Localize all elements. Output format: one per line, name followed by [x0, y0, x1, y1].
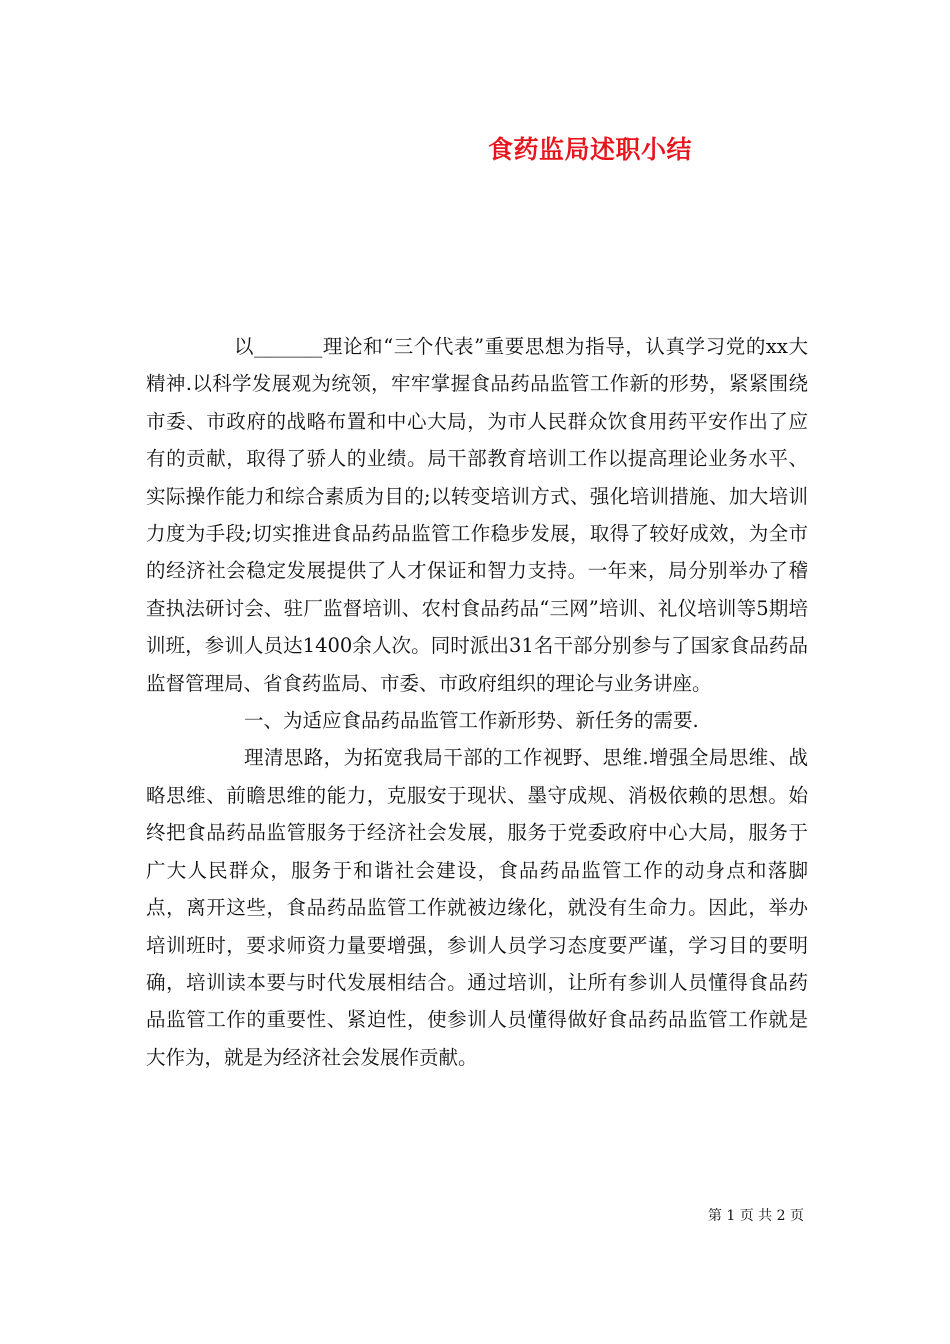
document-title: 食药监局述职小结	[487, 135, 692, 164]
document-body	[146, 328, 808, 1076]
paragraph-intro: 以_______理论和“三个代表”重要思想为指导，认真学习党的xx大精神.以科学发展观为统领，牢牢掌握食品药品监管工作新的形势，紧紧围绕市委、市政府的战略布置和中心大局，为市人民群众饮食用药平安作出了应有的贡献，取得了骄人的业绩。局干部教育培训工作以提高理论业务水平、实际操作能力和综合素质为目的;以转变培训方式、强化培训措施、加大培训力度为手段;切实推进食品药品监管工作稳步发展，取得了较好成效，为全市的经济社会稳定发展提供了人才保证和智力支持。一年来，局分别举办了稽查执法研讨会、驻厂监督培训、农村食品药品“三网”培训、礼仪培训等5期培训班，参训人员达1400余人次。同时派出31名干部分别参与了国家食品药品监督管理局、省食药监局、市委、市政府组织的理论与业务讲座。	[146, 335, 808, 695]
page-number-footer: 第 1 页 共 2 页	[707, 1208, 804, 1224]
section-heading-1: 一、为适应食品药品监管工作新形势、新任务的需要.	[244, 709, 699, 733]
paragraph-section-1: 理清思路，为拓宽我局干部的工作视野、思维.增强全局思维、战略思维、前瞻思维的能力，克服安于现状、墨守成规、消极依赖的思想。始终把食品药品监管服务于经济社会发展，服务于党委政府中心大局，服务于广大人民群众，服务于和谐社会建设，食品药品监管工作的动身点和落脚点，离开这些，食品药品监管工作就被边缘化，就没有生命力。因此，举办培训班时，要求师资力量要增强，参训人员学习态度要严谨，学习目的要明确，培训读本要与时代发展相结合。通过培训，让所有参训人员懂得食品药品监管工作的重要性、紧迫性，使参训人员懂得做好食品药品监管工作就是大作为，就是为经济社会发展作贡献。	[146, 746, 808, 1069]
